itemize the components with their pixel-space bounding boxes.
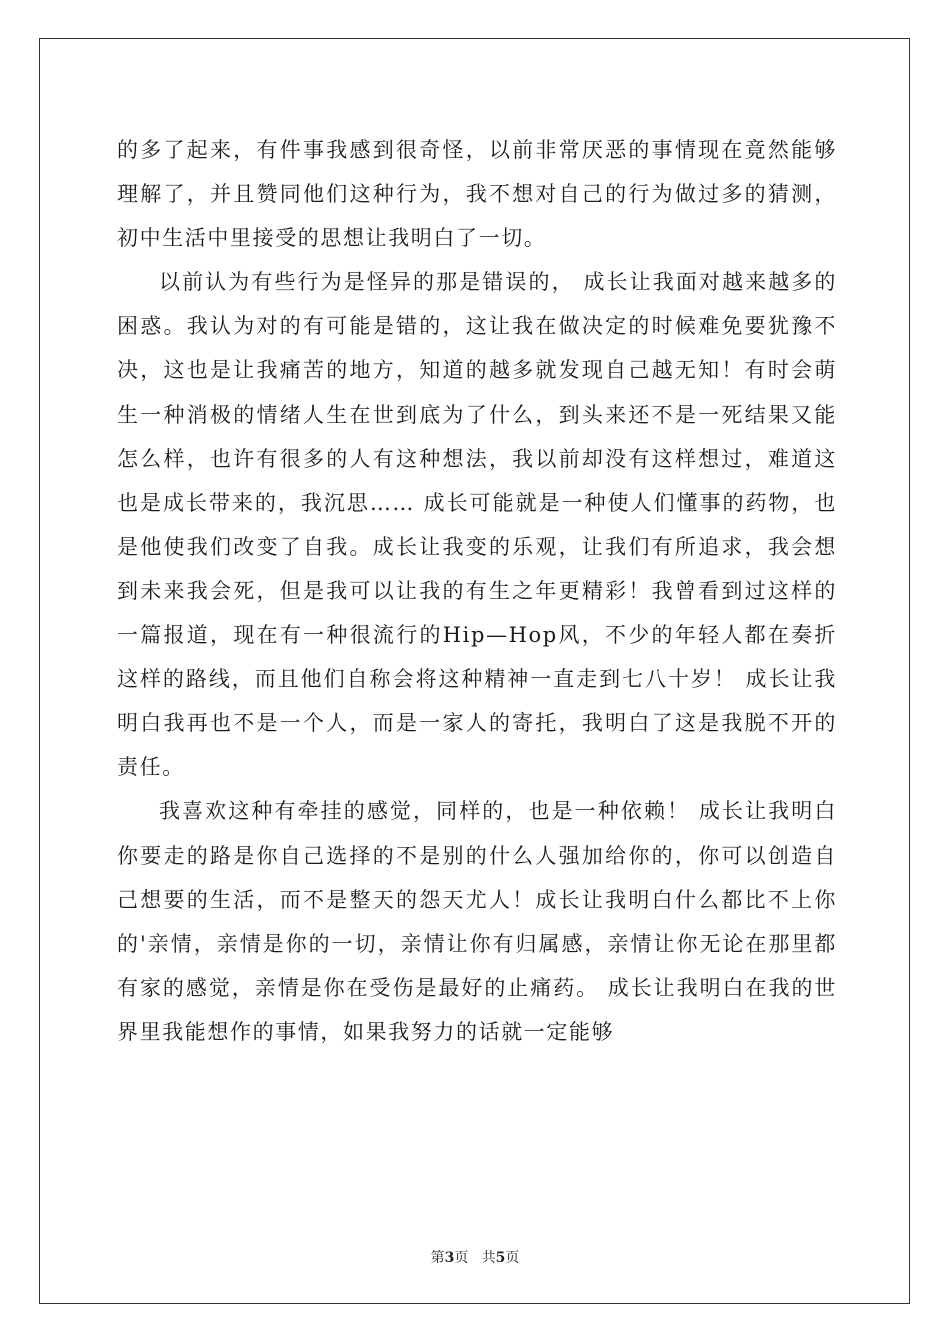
paragraph-2: 以前认为有些行为是怪异的那是错误的， 成长让我面对越来越多的困惑。我认为对的有可能是错的，这让我在做决定的时候难免要犹豫不决，这也是让我痛苦的地方，知道的越多就发现自己越无知！有时会萌生一种消极的情绪人生在世到底为了什么，到头来还不是一死结果又能怎么样，也许有很多的人有这种想法，我以前却没有这样想过，难道这也是成长带来的，我沉思…… 成长可能就是一种使人们懂事的药物，也是他使我们改变了自我。成长让我变的乐观，让我们有所追求，我会想到未来我会死，但是我可以让我的有生之年更精彩！我曾看到过这样的一篇报道，现在有一种很流行的Hip—Hop风，不少的年轻人都在奏折这样的路线，而且他们自称会将这种精神一直走到七八十岁！ 成长让我明白我再也不是一个人，而是一家人的寄托，我明白了这是我脱不开的责任。 [117, 270, 837, 780]
page-footer [0, 1247, 950, 1267]
page-label-prefix: 第 [430, 1250, 445, 1266]
document-body [117, 128, 837, 1054]
paragraph-3: 我喜欢这种有牵挂的感觉，同样的，也是一种依赖！ 成长让我明白你要走的路是你自己选择的不是别的什么人强加给你的，你可以创造自己想要的生活，而不是整天的怨天尤人！成长让我明白什么都比不上你的'亲情，亲情是你的一切，亲情让你有归属感，亲情让你无论在那里都有家的感觉，亲情是你在受伤是最好的止痛药。 成长让我明白在我的世界里我能想作的事情，如果我努力的话就一定能够 [117, 799, 837, 1044]
page-label-suffix: 页 [454, 1250, 469, 1266]
current-page-number: 3 [444, 1250, 455, 1266]
total-page-count: 5 [495, 1250, 506, 1266]
paragraph-1: 的多了起来，有件事我感到很奇怪，以前非常厌恶的事情现在竟然能够理解了，并且赞同他们这种行为，我不想对自己的行为做过多的猜测，初中生活中里接受的思想让我明白了一切。 [117, 138, 837, 251]
total-label-prefix: 共 [481, 1250, 496, 1266]
total-label-suffix: 页 [505, 1250, 520, 1266]
